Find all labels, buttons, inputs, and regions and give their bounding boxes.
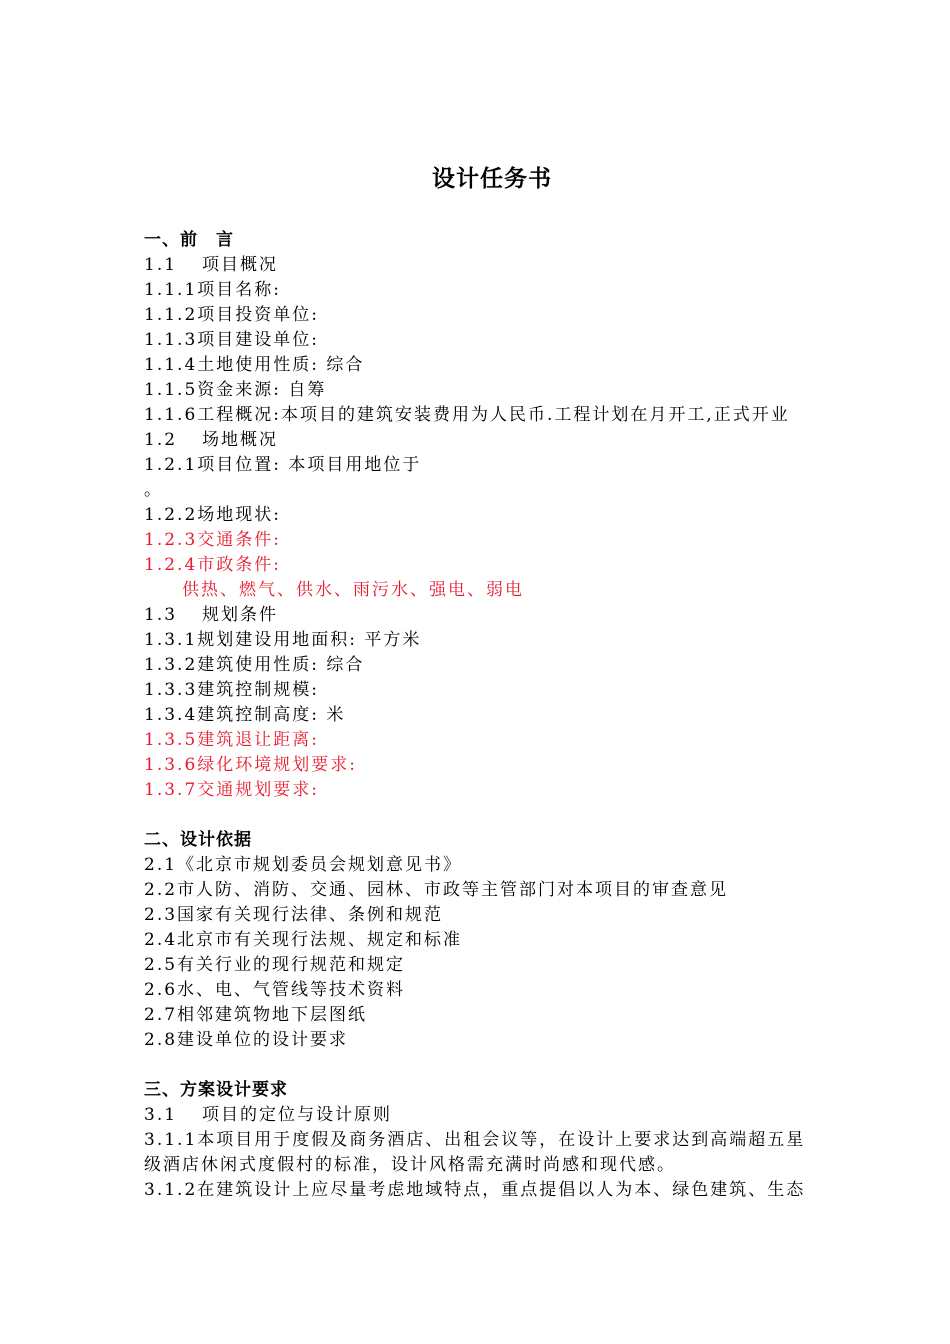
document-body bbox=[144, 228, 816, 1203]
document-line: 1.1.1项目名称: bbox=[144, 280, 281, 300]
document-line: 2.1《北京市规划委员会规划意见书》 bbox=[144, 855, 463, 875]
document-line: 级酒店休闲式度假村的标准，设计风格需充满时尚感和现代感。 bbox=[144, 1155, 676, 1175]
document-line: 1.1.6工程概况:本项目的建筑安装费用为人民币.工程计划在月开工,正式开业 bbox=[144, 405, 790, 425]
document-line: 1.3.7交通规划要求: bbox=[144, 780, 319, 800]
document-line: 1.2.4市政条件: bbox=[144, 555, 281, 575]
document-line: 1.2.2场地现状: bbox=[144, 505, 281, 525]
document-line: 1.1.2项目投资单位: bbox=[144, 305, 319, 325]
section-heading: 一、前 言 bbox=[144, 230, 234, 250]
document-line: 3.1.2在建筑设计上应尽量考虑地域特点，重点提倡以人为本、绿色建筑、生态 bbox=[144, 1180, 806, 1200]
document-line: 1.3.3建筑控制规模: bbox=[144, 680, 319, 700]
section-spacer bbox=[144, 803, 816, 828]
document-line: 2.3国家有关现行法律、条例和规范 bbox=[144, 905, 444, 925]
document-line: 2.2市人防、消防、交通、园林、市政等主管部门对本项目的审查意见 bbox=[144, 880, 729, 900]
document-line: 。 bbox=[144, 480, 163, 500]
subsection-title: 场地概况 bbox=[202, 430, 278, 450]
subsection-title: 项目的定位与设计原则 bbox=[202, 1105, 392, 1125]
document-line: 1.3.2建筑使用性质: 综合 bbox=[144, 655, 365, 675]
section-heading: 二、设计依据 bbox=[144, 830, 252, 850]
subsection-heading bbox=[144, 428, 816, 453]
document-line: 2.5有关行业的现行规范和规定 bbox=[144, 955, 406, 975]
subsection-heading bbox=[144, 603, 816, 628]
section-spacer bbox=[144, 1053, 816, 1078]
subsection-heading bbox=[144, 253, 816, 278]
document-line: 1.1.4土地使用性质: 综合 bbox=[144, 355, 365, 375]
subsection-title: 规划条件 bbox=[202, 605, 278, 625]
document-line: 2.8建设单位的设计要求 bbox=[144, 1030, 349, 1050]
document-line: 1.3.5建筑退让距离: bbox=[144, 730, 319, 750]
subsection-number: 1.3 bbox=[144, 605, 178, 625]
document-title: 设计任务书 bbox=[432, 166, 552, 192]
document-line: 供热、燃气、供水、雨污水、强电、弱电 bbox=[182, 580, 524, 600]
document-line: 2.4北京市有关现行法规、规定和标准 bbox=[144, 930, 463, 950]
document-line: 1.3.4建筑控制高度: 米 bbox=[144, 705, 346, 725]
document-line: 1.3.1规划建设用地面积: 平方米 bbox=[144, 630, 422, 650]
document-line: 2.7相邻建筑物地下层图纸 bbox=[144, 1005, 368, 1025]
subsection-heading bbox=[144, 1103, 816, 1128]
document-line: 3.1.1本项目用于度假及商务酒店、出租会议等，在设计上要求达到高端超五星 bbox=[144, 1130, 806, 1150]
document-line: 1.3.6绿化环境规划要求: bbox=[144, 755, 357, 775]
section-heading: 三、方案设计要求 bbox=[144, 1080, 288, 1100]
document-line: 1.2.3交通条件: bbox=[144, 530, 281, 550]
document-line: 1.2.1项目位置: 本项目用地位于 bbox=[144, 455, 422, 475]
document-line: 2.6水、电、气管线等技术资料 bbox=[144, 980, 406, 1000]
subsection-number: 1.1 bbox=[144, 255, 178, 275]
subsection-number: 1.2 bbox=[144, 430, 178, 450]
document-line: 1.1.5资金来源: 自筹 bbox=[144, 380, 327, 400]
subsection-title: 项目概况 bbox=[202, 255, 278, 275]
document-line: 1.1.3项目建设单位: bbox=[144, 330, 319, 350]
subsection-number: 3.1 bbox=[144, 1105, 178, 1125]
